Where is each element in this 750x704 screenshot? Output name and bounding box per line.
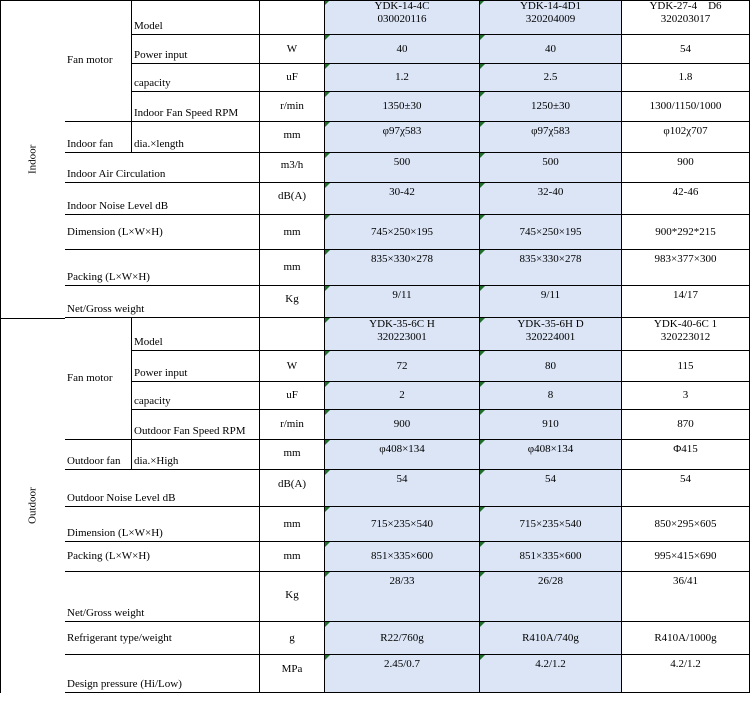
- cell-marker-icon: [325, 250, 330, 255]
- indoor-air_circulation-label: [65, 153, 260, 183]
- indoor-indoor_fan-unit-text: mm: [283, 129, 301, 141]
- indoor-air_circulation-value: [325, 153, 480, 183]
- outdoor-weight-value-text: 36/41: [672, 575, 699, 587]
- indoor-fan-label-text: Indoor fan: [67, 138, 114, 150]
- indoor-dimension-value: [480, 215, 622, 250]
- cell-marker-icon: [325, 215, 330, 220]
- cell-marker-icon: [325, 470, 330, 475]
- cell-marker-icon: [480, 0, 485, 5]
- outdoor-fan-label-text: Outdoor fan: [67, 455, 121, 467]
- outdoor-dimension-label: [65, 507, 260, 542]
- indoor-fan_speed-label-text: Indoor Fan Speed RPM: [134, 107, 239, 119]
- cell-marker-icon: [480, 318, 485, 323]
- outdoor-dimension-label-text: Dimension (L×W×H): [67, 527, 163, 539]
- outdoor-noise-value-text: 54: [396, 473, 408, 485]
- outdoor-fan_speed-value-text: 910: [542, 418, 559, 430]
- indoor-indoor_fan-unit: [260, 122, 325, 153]
- outdoor-fan-sub-label-text: dia.×High: [134, 455, 179, 467]
- group-outdoor-text: Outdoor: [26, 487, 39, 525]
- indoor-dimension-value: [325, 215, 480, 250]
- outdoor-model-unit: [260, 318, 325, 351]
- indoor-indoor_fan-value-text: φ97χ583: [382, 125, 422, 137]
- indoor-noise-value: [325, 183, 480, 215]
- indoor-indoor_fan-value: [622, 122, 750, 153]
- cell-marker-icon: [325, 655, 330, 660]
- outdoor-refrigerant-value: [325, 622, 480, 655]
- indoor-noise-value-text: 42-46: [672, 186, 699, 198]
- outdoor-packing-unit: [260, 542, 325, 572]
- indoor-model-2: [480, 0, 622, 35]
- cell-marker-icon: [480, 622, 485, 627]
- indoor-packing-value: [325, 250, 480, 286]
- indoor-fan-motor-label: [65, 0, 132, 122]
- indoor-noise-label-text: Indoor Noise Level dB: [67, 200, 169, 212]
- outdoor-power_input-unit-text: W: [286, 359, 298, 372]
- indoor-weight-value: [622, 286, 750, 318]
- cell-marker-icon: [480, 542, 485, 547]
- outdoor-outdoor_fan-unit-text: mm: [283, 447, 301, 459]
- outdoor-pressure-label: [65, 655, 260, 693]
- outdoor-outdoor_fan-value: [622, 440, 750, 470]
- outdoor-dimension-value-text: 850×295×605: [654, 517, 717, 530]
- indoor-capacity-value: [622, 64, 750, 92]
- cell-marker-icon: [325, 0, 330, 5]
- indoor-weight-unit-text: Kg: [285, 293, 299, 305]
- outdoor-packing-label-text: Packing (L×W×H): [67, 550, 150, 562]
- outdoor-outdoor_fan-value: [480, 440, 622, 470]
- outdoor-weight-value: [622, 572, 750, 622]
- indoor-weight-label: [65, 286, 260, 318]
- outdoor-refrigerant-label-text: Refrigerant type/weight: [67, 631, 172, 644]
- outdoor-packing-value: [622, 542, 750, 572]
- indoor-indoor_fan-value-text: φ97χ583: [531, 125, 570, 137]
- indoor-power_input-value-text: 40: [396, 42, 408, 55]
- outdoor-refrigerant-label: [65, 622, 260, 655]
- outdoor-capacity-value: [622, 382, 750, 410]
- indoor-air_circulation-label-text: Indoor Air Circulation: [67, 168, 166, 180]
- outdoor-model-2: [480, 318, 622, 351]
- outdoor-capacity-unit-text: uF: [286, 389, 298, 401]
- indoor-model-2-line-1: YDK-14-4D1: [519, 0, 582, 12]
- outdoor-capacity-label-text: capacity: [134, 395, 171, 407]
- outdoor-capacity-value: [325, 382, 480, 410]
- indoor-dimension-value-text: 745×250×195: [519, 225, 582, 238]
- indoor-noise-label: [65, 183, 260, 215]
- indoor-weight-value-text: 14/17: [672, 289, 699, 301]
- outdoor-weight-value-text: 26/28: [537, 575, 564, 587]
- outdoor-pressure-value: [480, 655, 622, 693]
- indoor-power_input-unit: [260, 35, 325, 64]
- indoor-dimension-value-text: 900*292*215: [655, 225, 716, 238]
- indoor-model-1: [325, 0, 480, 35]
- cell-marker-icon: [480, 215, 485, 220]
- cell-marker-icon: [325, 64, 330, 69]
- outdoor-model-label-text: Model: [134, 336, 163, 348]
- outdoor-dimension-value-text: 715×235×540: [519, 517, 582, 530]
- indoor-noise-value: [480, 183, 622, 215]
- outdoor-outdoor_fan-unit: [260, 440, 325, 470]
- outdoor-outdoor_fan-value: [325, 440, 480, 470]
- indoor-fan-label: [65, 122, 132, 153]
- indoor-noise-unit-text: dB(A): [277, 190, 307, 202]
- indoor-air_circulation-value: [480, 153, 622, 183]
- outdoor-model-3: [622, 318, 750, 351]
- cell-marker-icon: [480, 35, 485, 40]
- indoor-packing-value-text: 983×377×300: [654, 253, 717, 265]
- outdoor-capacity-unit: [260, 382, 325, 410]
- indoor-air_circulation-unit: [260, 153, 325, 183]
- outdoor-power_input-value-text: 80: [545, 359, 556, 372]
- outdoor-dimension-value: [325, 507, 480, 542]
- indoor-model-label-text: Model: [134, 20, 163, 32]
- outdoor-outdoor_fan-value-text: φ408×134: [379, 443, 425, 455]
- indoor-fan_speed-unit-text: r/min: [280, 100, 304, 112]
- indoor-air_circulation-value: [622, 153, 750, 183]
- outdoor-power_input-value-text: 115: [677, 359, 694, 372]
- indoor-weight-label-text: Net/Gross weight: [67, 303, 145, 315]
- outdoor-weight-value: [325, 572, 480, 622]
- indoor-noise-value-text: 32-40: [537, 186, 564, 198]
- indoor-weight-value: [325, 286, 480, 318]
- indoor-model-3-line-2: 320203017: [660, 13, 711, 25]
- outdoor-fan-label: [65, 440, 132, 470]
- indoor-fan_speed-value: [622, 92, 750, 122]
- outdoor-noise-unit-text: dB(A): [277, 478, 307, 490]
- outdoor-power_input-value-text: 72: [396, 359, 408, 372]
- outdoor-noise-value: [325, 470, 480, 507]
- cell-marker-icon: [325, 153, 330, 158]
- indoor-air_circulation-value-text: 500: [393, 156, 411, 168]
- outdoor-power_input-label: [132, 351, 260, 382]
- group-indoor-text: Indoor: [26, 144, 39, 175]
- outdoor-power_input-value: [325, 351, 480, 382]
- outdoor-capacity-value-text: 2: [399, 389, 405, 401]
- outdoor-power_input-value: [622, 351, 750, 382]
- indoor-capacity-value-text: 1.8: [678, 71, 693, 83]
- outdoor-outdoor_fan-value-text: φ408×134: [527, 443, 574, 455]
- outdoor-fan-motor-label-text: Fan motor: [67, 372, 113, 384]
- indoor-indoor_fan-value: [325, 122, 480, 153]
- outdoor-model-1-line-2: 320223001: [377, 331, 427, 343]
- indoor-model-3-line-1: YDK-27-4 D6: [649, 0, 722, 12]
- outdoor-packing-unit-text: mm: [283, 550, 301, 562]
- indoor-model-1-line-2: 030020116: [377, 13, 427, 25]
- indoor-fan-sub-label-text: dia.×length: [134, 138, 184, 150]
- cell-marker-icon: [325, 183, 330, 188]
- indoor-indoor_fan-value-text: φ102χ707: [663, 125, 708, 137]
- indoor-fan_speed-value: [480, 92, 622, 122]
- outdoor-refrigerant-unit: [260, 622, 325, 655]
- cell-marker-icon: [325, 351, 330, 356]
- cell-marker-icon: [480, 153, 485, 158]
- indoor-model-3: [622, 0, 750, 35]
- indoor-power_input-value: [622, 35, 750, 64]
- indoor-model-2-line-2: 320204009: [525, 13, 576, 25]
- indoor-noise-unit: [260, 183, 325, 215]
- outdoor-refrigerant-value: [622, 622, 750, 655]
- outdoor-fan-sub-label: [132, 440, 260, 470]
- outdoor-model-1-line-1: YDK-35-6C H: [369, 318, 435, 330]
- cell-marker-icon: [480, 351, 485, 356]
- indoor-packing-value-text: 835×330×278: [371, 253, 433, 265]
- outdoor-pressure-value-text: 2.45/0.7: [383, 658, 421, 670]
- indoor-dimension-label: [65, 215, 260, 250]
- indoor-packing-label: [65, 250, 260, 286]
- outdoor-model-3-line-2: 320223012: [660, 331, 711, 343]
- indoor-power_input-label: [132, 35, 260, 64]
- indoor-capacity-unit: [260, 64, 325, 92]
- indoor-fan_speed-value-text: 1250±30: [530, 100, 571, 112]
- cell-marker-icon: [325, 507, 330, 512]
- cell-marker-icon: [480, 655, 485, 660]
- outdoor-power_input-unit: [260, 351, 325, 382]
- outdoor-fan-motor-label: [65, 318, 132, 440]
- indoor-fan_speed-value-text: 1350±30: [382, 100, 422, 112]
- indoor-power_input-value: [325, 35, 480, 64]
- outdoor-packing-value: [325, 542, 480, 572]
- outdoor-capacity-label: [132, 382, 260, 410]
- indoor-power_input-value-text: 40: [545, 42, 556, 55]
- outdoor-noise-value: [622, 470, 750, 507]
- cell-marker-icon: [325, 35, 330, 40]
- outdoor-refrigerant-value-text: R410A/1000g: [654, 631, 717, 644]
- cell-marker-icon: [325, 318, 330, 323]
- indoor-weight-value: [480, 286, 622, 318]
- outdoor-dimension-unit: [260, 507, 325, 542]
- indoor-noise-value: [622, 183, 750, 215]
- cell-marker-icon: [480, 572, 485, 577]
- outdoor-weight-value: [480, 572, 622, 622]
- indoor-dimension-unit: [260, 215, 325, 250]
- outdoor-fan_speed-unit-text: r/min: [280, 418, 304, 430]
- outdoor-pressure-unit-text: MPa: [281, 663, 303, 675]
- indoor-packing-unit: [260, 250, 325, 286]
- indoor-power_input-value-text: 54: [680, 42, 691, 55]
- outdoor-noise-label-text: Outdoor Noise Level dB: [67, 492, 176, 504]
- outdoor-fan_speed-label: [132, 410, 260, 440]
- indoor-packing-value: [622, 250, 750, 286]
- group-indoor: [0, 0, 65, 318]
- outdoor-pressure-value: [622, 655, 750, 693]
- outdoor-dimension-unit-text: mm: [283, 517, 301, 530]
- outdoor-fan_speed-value-text: 870: [677, 418, 694, 430]
- indoor-packing-value: [480, 250, 622, 286]
- outdoor-capacity-value-text: 8: [547, 389, 554, 401]
- group-outdoor: [0, 318, 65, 693]
- outdoor-fan_speed-value: [622, 410, 750, 440]
- indoor-dimension-value-text: 745×250×195: [371, 225, 433, 238]
- outdoor-power_input-value: [480, 351, 622, 382]
- outdoor-fan_speed-value: [325, 410, 480, 440]
- outdoor-dimension-value: [622, 507, 750, 542]
- indoor-fan_speed-label: [132, 92, 260, 122]
- outdoor-pressure-value-text: 4.2/1.2: [535, 658, 566, 670]
- outdoor-power_input-label-text: Power input: [134, 367, 188, 379]
- cell-marker-icon: [480, 507, 485, 512]
- cell-marker-icon: [325, 572, 330, 577]
- outdoor-noise-unit: [260, 470, 325, 507]
- outdoor-packing-value-text: 851×335×600: [519, 550, 582, 562]
- indoor-power_input-unit-text: W: [286, 42, 298, 55]
- cell-marker-icon: [480, 64, 485, 69]
- cell-marker-icon: [480, 440, 485, 445]
- outdoor-weight-label-text: Net/Gross weight: [67, 607, 145, 619]
- cell-marker-icon: [480, 286, 485, 291]
- indoor-dimension-label-text: Dimension (L×W×H): [67, 225, 163, 238]
- outdoor-refrigerant-unit-text: g: [289, 631, 295, 644]
- outdoor-model-2-line-1: YDK-35-6H D: [517, 318, 584, 330]
- outdoor-noise-value: [480, 470, 622, 507]
- cell-marker-icon: [325, 92, 330, 97]
- indoor-power_input-value: [480, 35, 622, 64]
- outdoor-capacity-value: [480, 382, 622, 410]
- indoor-model-1-line-1: YDK-14-4C: [374, 0, 430, 12]
- outdoor-noise-value-text: 54: [545, 473, 556, 485]
- indoor-capacity-label-text: capacity: [134, 77, 171, 89]
- indoor-air_circulation-value-text: 900: [677, 156, 694, 168]
- outdoor-dimension-value-text: 715×235×540: [371, 517, 433, 530]
- indoor-air_circulation-value-text: 500: [542, 156, 559, 168]
- indoor-packing-value-text: 835×330×278: [519, 253, 582, 265]
- outdoor-packing-value-text: 995×415×690: [654, 550, 717, 562]
- outdoor-model-2-line-2: 320224001: [525, 331, 576, 343]
- outdoor-fan_speed-value-text: 900: [393, 418, 411, 430]
- outdoor-dimension-value: [480, 507, 622, 542]
- outdoor-outdoor_fan-value-text: Φ415: [673, 443, 698, 455]
- indoor-weight-value-text: 9/11: [540, 289, 561, 301]
- cell-marker-icon: [325, 410, 330, 415]
- outdoor-packing-label: [65, 542, 260, 572]
- outdoor-pressure-value-text: 4.2/1.2: [670, 658, 701, 670]
- cell-marker-icon: [325, 542, 330, 547]
- cell-marker-icon: [480, 250, 485, 255]
- indoor-fan_speed-value-text: 1300/1150/1000: [649, 100, 722, 112]
- cell-marker-icon: [480, 92, 485, 97]
- indoor-packing-label-text: Packing (L×W×H): [67, 271, 150, 283]
- outdoor-pressure-value: [325, 655, 480, 693]
- outdoor-fan_speed-unit: [260, 410, 325, 440]
- indoor-packing-unit-text: mm: [283, 261, 301, 273]
- indoor-dimension-unit-text: mm: [283, 225, 301, 238]
- indoor-fan_speed-unit: [260, 92, 325, 122]
- outdoor-refrigerant-value: [480, 622, 622, 655]
- outdoor-fan_speed-label-text: Outdoor Fan Speed RPM: [134, 425, 246, 437]
- indoor-air_circulation-unit-text: m3/h: [280, 159, 304, 171]
- outdoor-fan_speed-value: [480, 410, 622, 440]
- indoor-power_input-label-text: Power input: [134, 49, 188, 61]
- indoor-capacity-value-text: 1.2: [395, 71, 409, 83]
- indoor-fan-sub-label: [132, 122, 260, 153]
- cell-marker-icon: [325, 440, 330, 445]
- indoor-model-unit: [260, 0, 325, 35]
- outdoor-pressure-unit: [260, 655, 325, 693]
- cell-marker-icon: [480, 382, 485, 387]
- outdoor-packing-value: [480, 542, 622, 572]
- cell-marker-icon: [325, 286, 330, 291]
- outdoor-capacity-value-text: 3: [682, 389, 689, 401]
- outdoor-weight-label: [65, 572, 260, 622]
- outdoor-refrigerant-value-text: R22/760g: [380, 631, 424, 644]
- outdoor-model-label: [132, 318, 260, 351]
- outdoor-model-3-line-1: YDK-40-6C 1: [653, 318, 718, 330]
- indoor-capacity-unit-text: uF: [286, 71, 298, 83]
- outdoor-pressure-label-text: Design pressure (Hi/Low): [67, 678, 182, 690]
- cell-marker-icon: [480, 183, 485, 188]
- cell-marker-icon: [325, 122, 330, 127]
- indoor-model-label: [132, 0, 260, 35]
- outdoor-refrigerant-value-text: R410A/740g: [522, 631, 579, 644]
- indoor-dimension-value: [622, 215, 750, 250]
- indoor-noise-value-text: 30-42: [389, 186, 415, 198]
- cell-marker-icon: [480, 470, 485, 475]
- cell-marker-icon: [325, 382, 330, 387]
- indoor-capacity-value-text: 2.5: [543, 71, 558, 83]
- indoor-capacity-label: [132, 64, 260, 92]
- outdoor-weight-unit-text: Kg: [285, 589, 299, 601]
- indoor-weight-unit: [260, 286, 325, 318]
- outdoor-weight-value-text: 28/33: [389, 575, 415, 587]
- indoor-weight-value-text: 9/11: [392, 289, 412, 301]
- indoor-capacity-value: [480, 64, 622, 92]
- outdoor-model-1: [325, 318, 480, 351]
- indoor-capacity-value: [325, 64, 480, 92]
- cell-marker-icon: [325, 622, 330, 627]
- indoor-fan_speed-value: [325, 92, 480, 122]
- cell-marker-icon: [480, 410, 485, 415]
- outdoor-noise-value-text: 54: [680, 473, 691, 485]
- outdoor-noise-label: [65, 470, 260, 507]
- indoor-fan-motor-label-text: Fan motor: [67, 54, 113, 66]
- outdoor-packing-value-text: 851×335×600: [371, 550, 433, 562]
- indoor-indoor_fan-value: [480, 122, 622, 153]
- cell-marker-icon: [480, 122, 485, 127]
- outdoor-weight-unit: [260, 572, 325, 622]
